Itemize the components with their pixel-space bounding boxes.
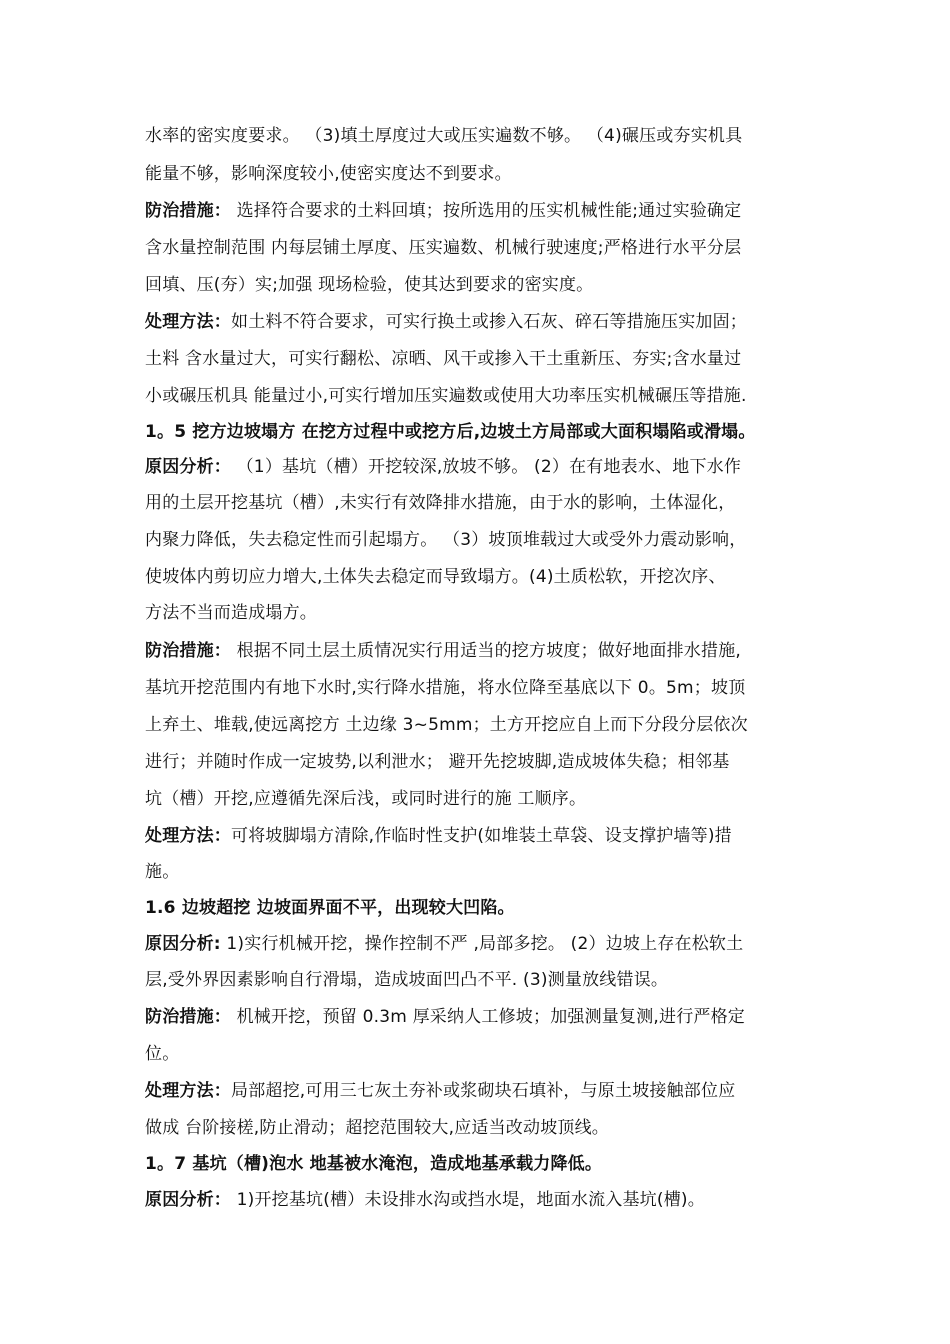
text-line — [145, 1116, 609, 1140]
line-text: 使坡体内剪切应力增大,土体失去稳定而导致塌方。(4)土质松软，开挖次序、 — [145, 567, 726, 587]
text-line — [145, 310, 747, 334]
line-text: 内聚力降低，失去稳定性而引起塌方。 （3）坡顶堆载过大或受外力震动影响， — [145, 530, 747, 550]
section-heading — [145, 1152, 602, 1176]
text-line — [145, 932, 743, 956]
text-line — [145, 124, 742, 148]
line-label: 原因分析: — [145, 934, 221, 954]
line-text: 基坑开挖范围内有地下水时,实行降水措施，将水位降至基底以下 0。5m；坡顶 — [145, 678, 746, 698]
text-line — [145, 1188, 705, 1212]
line-text: 能量不够，影响深度较小,使密实度达不到要求。 — [145, 164, 512, 184]
line-text: 上弃土、堆载,使远离挖方 土边缘 3~5mm；土方开挖应自上而下分段分层依次 — [145, 715, 748, 735]
line-text: 如土料不符合要求，可实行换土或掺入石灰、碎石等措施压实加固； — [231, 312, 747, 332]
line-label: 原因分析： — [145, 457, 231, 477]
text-line — [145, 273, 593, 297]
section-heading — [145, 896, 515, 920]
text-line — [145, 787, 586, 811]
text-line — [145, 860, 179, 884]
line-label: 处理方法： — [145, 826, 231, 846]
line-label: 原因分析： — [145, 1190, 231, 1210]
text-line — [145, 824, 732, 848]
heading-text: 1。5 挖方边坡塌方 在挖方过程中或挖方后,边坡土方局部或大面积塌陷或滑塌。 — [145, 422, 756, 442]
line-text: 施。 — [145, 862, 180, 882]
text-line — [145, 236, 741, 260]
line-text: 水率的密实度要求。 （3)填土厚度过大或压实遍数不够。 （4)碾压或夯实机具 — [145, 126, 743, 146]
line-text: 局部超挖,可用三七灰土夯补或浆砌块石填补，与原土坡接触部位应 — [231, 1081, 736, 1101]
text-line — [145, 162, 512, 186]
text-line — [145, 347, 741, 371]
line-text: 用的土层开挖基坑（槽）,未实行有效降排水措施，由于水的影响，土体湿化， — [145, 493, 736, 513]
line-text: 进行；并随时作成一定坡势,以利泄水； 避开先挖坡脚,造成坡体失稳；相邻基 — [145, 752, 730, 772]
heading-text: 1.6 边坡超挖 边坡面界面不平，出现较大凹陷。 — [145, 898, 515, 918]
line-text: 小或碾压机具 能量过小,可实行增加压实遍数或使用大功率压实机械碾压等措施. — [145, 386, 747, 406]
line-label: 防治措施： — [145, 201, 231, 221]
line-text: 1)实行机械开挖，操作控制不严 ,局部多挖。 (2）边坡上存在松软土 — [220, 934, 744, 954]
heading-text: 1。7 基坑（槽)泡水 地基被水淹泡，造成地基承载力降低。 — [145, 1154, 603, 1174]
line-label: 防治措施： — [145, 1007, 231, 1027]
text-line — [145, 199, 741, 223]
line-text: 1)开挖基坑(槽）未设排水沟或挡水堤，地面水流入基坑(槽)。 — [231, 1190, 705, 1210]
line-text: 方法不当而造成塌方。 — [145, 603, 317, 623]
text-line — [145, 455, 741, 479]
text-line — [145, 528, 746, 552]
line-label: 防治措施： — [145, 641, 231, 661]
text-line — [145, 1005, 745, 1029]
line-text: 含水量控制范围 内每层铺土厚度、压实遍数、机械行驶速度;严格进行水平分层 — [145, 238, 742, 258]
text-line — [145, 639, 741, 663]
text-line — [145, 491, 735, 515]
line-text: 选择符合要求的土料回填；按所选用的压实机械性能;通过实验确定 — [231, 201, 742, 221]
line-text: 位。 — [145, 1044, 180, 1064]
text-line — [145, 750, 729, 774]
line-text: 根据不同土层土质情况实行用适当的挖方坡度；做好地面排水措施, — [231, 641, 742, 661]
line-text: 机械开挖，预留 0.3m 厚采纳人工修坡；加强测量复测,进行严格定 — [231, 1007, 746, 1027]
text-line — [145, 676, 745, 700]
line-text: 做成 台阶接槎,防止滑动；超挖范围较大,应适当改动坡顶线。 — [145, 1118, 610, 1138]
text-line — [145, 1079, 735, 1103]
text-line — [145, 601, 317, 625]
text-line — [145, 565, 726, 589]
line-label: 处理方法： — [145, 312, 231, 332]
line-text: 可将坡脚塌方清除,作临时性支护(如堆装土草袋、设支撑护墙等)措 — [231, 826, 732, 846]
line-label: 处理方法： — [145, 1081, 231, 1101]
text-line — [145, 1042, 179, 1066]
text-line — [145, 384, 747, 408]
line-text: （1）基坑（槽）开挖较深,放坡不够。 (2）在有地表水、地下水作 — [231, 457, 742, 477]
line-text: 坑（槽）开挖,应遵循先深后浅，或同时进行的施 工顺序。 — [145, 789, 587, 809]
text-line — [145, 968, 668, 992]
line-text: 层,受外界因素影响自行滑塌，造成坡面凹凸不平. (3)测量放线错误。 — [145, 970, 669, 990]
text-line — [145, 713, 748, 737]
line-text: 回填、压(夯）实;加强 现场检验，使其达到要求的密实度。 — [145, 275, 594, 295]
line-text: 土料 含水量过大，可实行翻松、凉晒、风干或掺入干土重新压、夯实;含水量过 — [145, 349, 742, 369]
section-heading — [145, 420, 756, 444]
